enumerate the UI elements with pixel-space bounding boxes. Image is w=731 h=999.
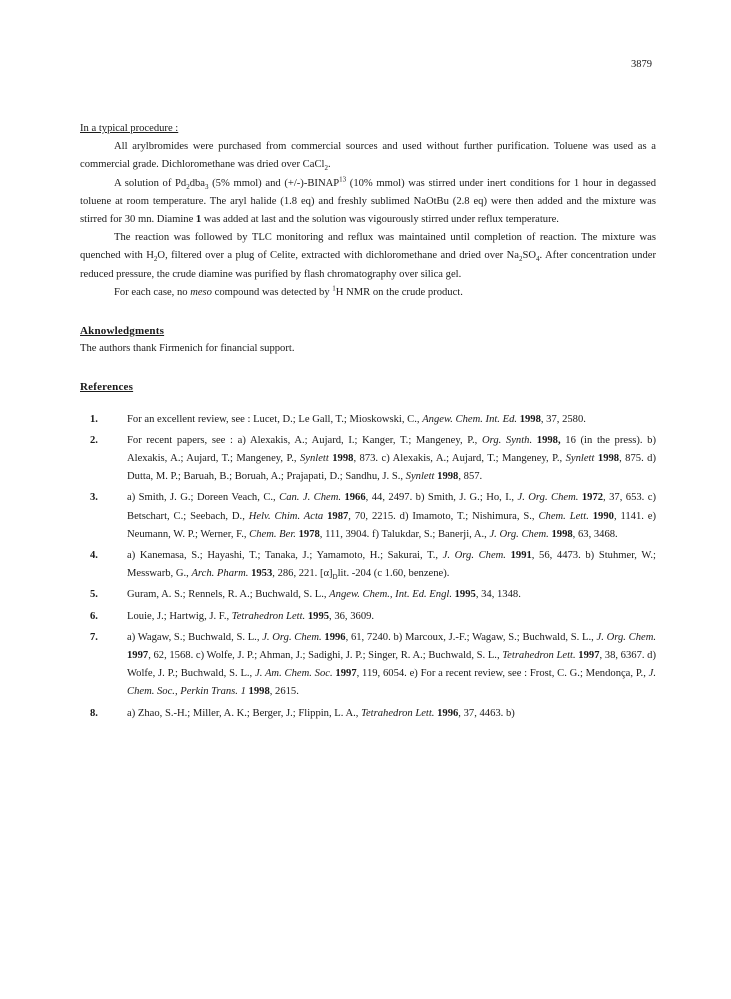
- procedure-paragraph-1: All arylbromides were purchased from commercial sources and used without further purification. Toluene was used as a commercial grade. Dichloromethane was dried over CaCl$_2$.: [80, 141, 656, 173]
- reference-2: [80, 432, 656, 487]
- reference-number: 5.: [90, 589, 98, 601]
- procedure-heading: In a typical procedure :: [80, 123, 179, 134]
- reference-text: For recent papers, see : a) Alexakis, A.; Aujard, I.; Kanger, T.; Mangeney, P., Org. Synth. 1998, 16 (in the press). b) Alexakis, A.; Aujard, T.; Mangeney, P., Synlett 1998, 873. c) Alexakis, A.; Aujard, T.; Mangeney, P., Synlett 1998, 875. d) Dutta, M. P.; Baruah, B.; Boruah, A.; Prajapati, D.; Sandhu, J. S., Synlett 1998, 857.: [127, 434, 657, 483]
- reference-number: 4.: [90, 550, 98, 562]
- reference-text: a) Zhao, S.-H.; Miller, A. K.; Berger, J.; Flippin, L. A., Tetrahedron Lett. 1996, 37, 4463. b): [127, 707, 515, 719]
- procedure-paragraph-4: For each case, no meso compound was detected by $^1$H NMR on the crude product.: [114, 284, 463, 298]
- reference-number: 7.: [90, 631, 98, 643]
- reference-1: [80, 411, 656, 429]
- reference-list: [80, 411, 656, 723]
- reference-number: 1.: [90, 413, 98, 425]
- reference-text: a) Smith, J. G.; Doreen Veach, C., Can. J. Chem. 1966, 44, 2497. b) Smith, J. G.; Ho, I., J. Org. Chem. 1972, 37, 653. c) Betschart, C.; Seebach, D., Helv. Chim. Acta 1987, 70, 2215. d) Imamoto, T.; Nishimura, S., Chem. Lett. 1990, 1141. e) Neumann, W. P.; Werner, F., Chem. Ber. 1978, 111, 3904. f) Talukdar, S.; Banerji, A., J. Org. Chem. 1998, 63, 3468.: [127, 492, 657, 540]
- reference-number: 3.: [90, 492, 98, 504]
- references-title: References: [80, 381, 134, 394]
- acknowledgments-title: Aknowledgments: [80, 325, 165, 338]
- reference-4: [80, 547, 656, 583]
- page-number: 3879: [631, 59, 652, 70]
- procedure-section: [80, 120, 656, 302]
- acknowledgments-text: The authors thank Firmenich for financial support.: [80, 343, 295, 355]
- reference-8: [80, 705, 656, 723]
- reference-7: [80, 629, 656, 702]
- reference-text: For an excellent review, see : Lucet, D.; Le Gall, T.; Mioskowski, C., Angew. Chem. Int. Ed. 1998, 37, 2580.: [127, 413, 586, 425]
- reference-6: [80, 608, 656, 626]
- reference-5: [80, 586, 656, 604]
- reference-number: 8.: [90, 707, 98, 719]
- reference-text: Louie, J.; Hartwig, J. F., Tetrahedron Lett. 1995, 36, 3609.: [127, 610, 375, 622]
- reference-text: a) Kanemasa, S.; Hayashi, T.; Tanaka, J.; Yamamoto, H.; Sakurai, T., J. Org. Chem. 1991, 56, 4473. b) Stuhmer, W.; Messwarb, G., Arch. Pharm. 1953, 286, 221. $[\alpha]_Dlit$. -204 (c 1.60, benzene).: [127, 550, 656, 582]
- page-content: [80, 120, 656, 726]
- reference-text: a) Wagaw, S.; Buchwald, S. L., J. Org. Chem. 1996, 61, 7240. b) Marcoux, J.-F.; Wagaw, S.; Buchwald, S. L., J. Org. Chem. 1997, 62, 1568. c) Wolfe, J. P.; Ahman, J.; Sadighi, J. P.; Singer, R. A.; Buchwald, S. L., Tetrahedron Lett. 1997, 38, 6367. d) Wolfe, J. P.; Buchwald, S. L., J. Am. Chem. Soc. 1997, 119, 6054. e) For a recent review, see : Frost, C. G.; Mendonça, P., J. Chem. Soc., Perkin Trans. 1 1998, 2615.: [127, 631, 656, 698]
- procedure-paragraph-3: The reaction was followed by TLC monitoring and reflux was maintained until completion of reaction. The mixture was quenched with $H_2O$, filtered over a plug of Celite, extracted with dichloromethane and dried over $Na_2SO_4$. After concentration under reduced pressure, the crude diamine was purified by flash chromatography over silica gel.: [80, 232, 656, 280]
- procedure-paragraph-2: A solution of $Pd_2dba_3$ (5% mmol) and $(+/-)-BINAP^{13}$ (10% mmol) was stirred under inert conditions for 1 hour in degassed toluene at room temperature. The aryl halide (1.8 eq) and freshly sublimed NaOtBu (2.8 eq) were then added and the mixture was stirred for 30 mn. Diamine 1 was added at last and the solution was vigourously stirred under reflux temperature.: [80, 175, 656, 226]
- reference-number: 2.: [90, 434, 98, 446]
- references-section: [80, 378, 656, 722]
- reference-3: [80, 489, 656, 544]
- reference-text: Guram, A. S.; Rennels, R. A.; Buchwald, S. L., Angew. Chem., Int. Ed. Engl. 1995, 34, 1348.: [127, 589, 521, 601]
- reference-number: 6.: [90, 610, 98, 622]
- acknowledgments-section: [80, 322, 656, 358]
